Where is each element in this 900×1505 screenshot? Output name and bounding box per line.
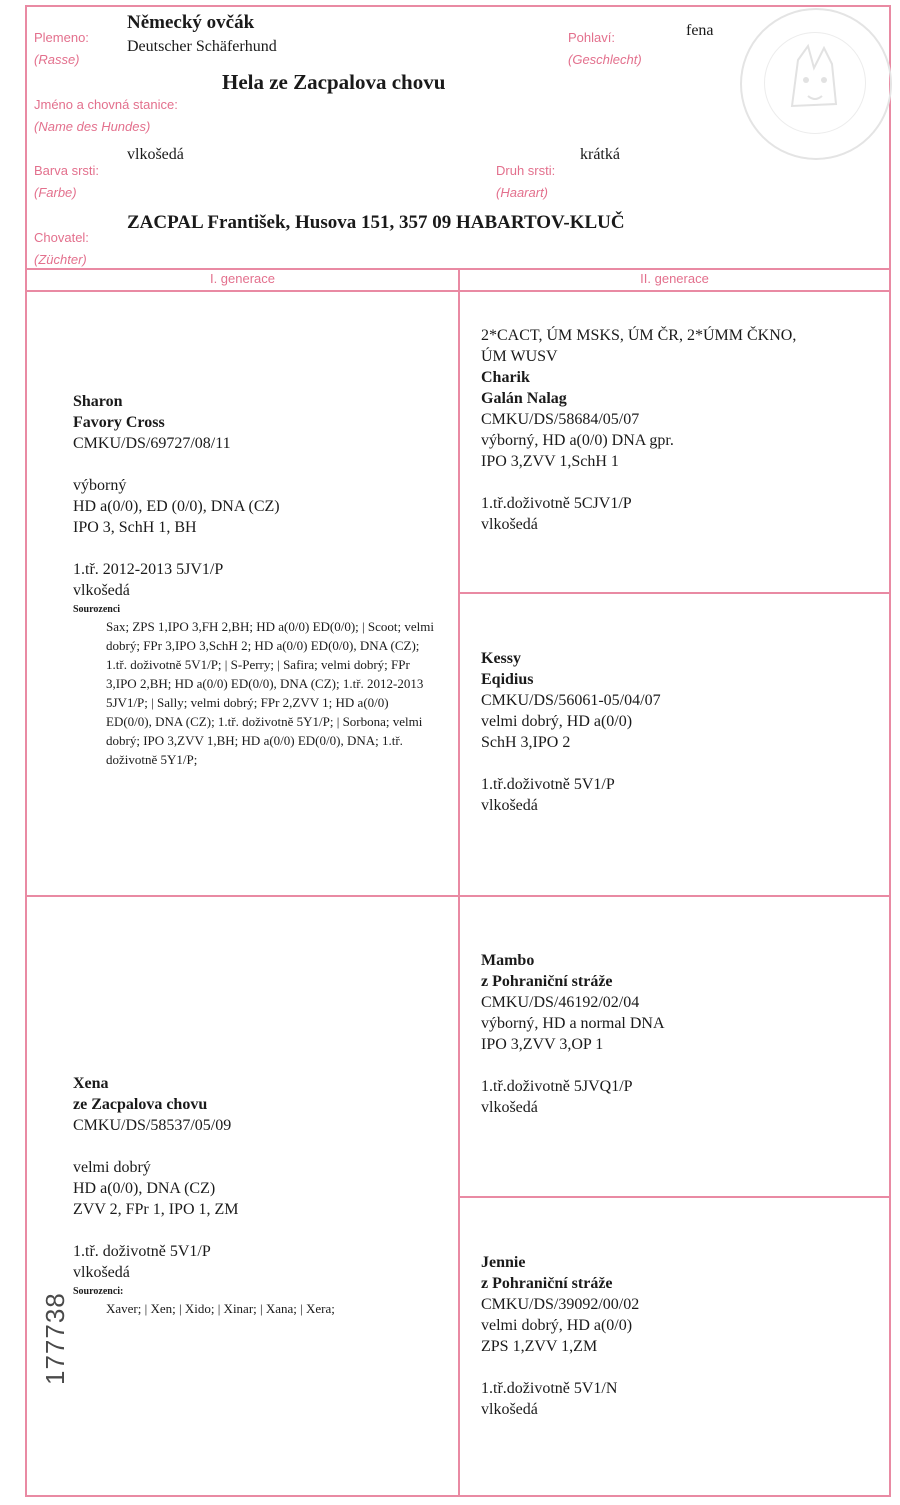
sire-sire-kennel: Galán Nalag xyxy=(481,390,567,407)
dam-sire-rating: výborný, HD a normal DNA xyxy=(481,1015,665,1032)
dam-color: vlkošedá xyxy=(73,1264,130,1281)
dam-siblings-label: Sourozenci: xyxy=(73,1286,124,1297)
sire-health: HD a(0/0), ED (0/0), DNA (CZ) xyxy=(73,498,280,515)
sire-dam-reg: CMKU/DS/56061-05/04/07 xyxy=(481,692,661,709)
dam-sire-exams: IPO 3,ZVV 3,OP 1 xyxy=(481,1036,604,1053)
dam-sire-reg: CMKU/DS/46192/02/04 xyxy=(481,994,640,1011)
dam-dam-cell xyxy=(481,1252,639,1420)
sire-siblings: Sax; ZPS 1,IPO 3,FH 2,BH; HD a(0/0) ED(0/0); | Scoot; velmi dobrý; FPr 3,IPO 3,SchH 2; HD a(0/0) ED(0/0), DNA (CZ); 1.tř. doživotně 5V1/P; | S-Perry; | Safira; velmi dobrý; FPr 3,IPO 2,BH; HD a(0/0) ED(0/0), DNA (CZ); 1.tř. 2012-2013 5JV1/P; | Sally; velmi dobrý; FPr 2,ZVV 1; HD a(0/0) ED(0/0), DNA (CZ); 1.tř. doživotně 5Y1/P; | Sorbona; velmi dobrý; IPO 3,ZVV 1,BH; HD a(0/0) ED(0/0), DNA; 1.tř. doživotně 5Y1/P; xyxy=(106,619,434,767)
sire-sire-exams: IPO 3,ZVV 1,SchH 1 xyxy=(481,453,619,470)
sire-name: Sharon xyxy=(73,393,123,410)
dam-dam-class: 1.tř.doživotně 5V1/N xyxy=(481,1380,618,1397)
frame-top xyxy=(25,5,891,7)
row-divider-middle xyxy=(25,895,891,897)
breed-label: Plemeno: (Rasse) xyxy=(34,30,89,67)
breeder-label: Chovatel: (Züchter) xyxy=(34,230,89,267)
generation-1-header: I. generace xyxy=(209,271,276,286)
frame-bottom xyxy=(25,1495,891,1497)
dam-cell xyxy=(73,1073,436,1318)
breed-cz: Německý ovčák xyxy=(127,12,255,33)
breed-de: Deutscher Schäferhund xyxy=(127,38,277,55)
generation-2-header: II. generace xyxy=(640,271,709,286)
generation-divider xyxy=(458,268,460,1497)
dam-dam-color: vlkošedá xyxy=(481,1401,538,1418)
dam-class: 1.tř. doživotně 5V1/P xyxy=(73,1243,211,1260)
sire-sire-class: 1.tř.doživotně 5CJV1/P xyxy=(481,495,632,512)
sire-color: vlkošedá xyxy=(73,582,130,599)
sex-label: Pohlaví: (Geschlecht) xyxy=(568,30,642,67)
dam-reg: CMKU/DS/58537/05/09 xyxy=(73,1117,232,1134)
row-divider-top-right xyxy=(458,592,891,594)
sire-sire-color: vlkošedá xyxy=(481,516,538,533)
dam-sire-cell xyxy=(481,950,665,1118)
color-label: Barva srsti: (Farbe) xyxy=(34,163,100,200)
dog-name: Hela ze Zacpalova chovu xyxy=(222,70,446,94)
sire-sire-titles-2: ÚM WUSV xyxy=(481,348,558,365)
sire-dam-name: Kessy xyxy=(481,650,521,667)
sire-kennel: Favory Cross xyxy=(73,414,165,431)
dam-health: HD a(0/0), DNA (CZ) xyxy=(73,1180,216,1197)
sire-rating: výborný xyxy=(73,477,127,494)
sire-reg: CMKU/DS/69727/08/11 xyxy=(73,435,231,452)
dam-siblings: Xaver; | Xen; | Xido; | Xinar; | Xana; | Xera; xyxy=(106,1301,335,1316)
sire-dam-exams: SchH 3,IPO 2 xyxy=(481,734,571,751)
registration-number: 177738 xyxy=(40,1292,70,1385)
dam-dam-exams: ZPS 1,ZVV 1,ZM xyxy=(481,1338,598,1355)
sire-class: 1.tř. 2012-2013 5JV1/P xyxy=(73,561,224,578)
dam-exams: ZVV 2, FPr 1, IPO 1, ZM xyxy=(73,1201,239,1218)
coat-value: krátká xyxy=(580,146,620,163)
sire-dam-class: 1.tř.doživotně 5V1/P xyxy=(481,776,615,793)
sire-exams: IPO 3, SchH 1, BH xyxy=(73,519,197,536)
coat-label: Druh srsti: (Haarart) xyxy=(496,163,556,200)
dam-sire-class: 1.tř.doživotně 5JVQ1/P xyxy=(481,1078,633,1095)
dam-sire-name: Mambo xyxy=(481,952,535,969)
sire-dam-color: vlkošedá xyxy=(481,797,538,814)
breeder-value: ZACPAL František, Husova 151, 357 09 HABARTOV-KLUČ xyxy=(127,212,625,233)
sire-sire-titles-1: 2*CACT, ÚM MSKS, ÚM ČR, 2*ÚMM ČKNO, xyxy=(481,327,797,344)
dam-dam-rating: velmi dobrý, HD a(0/0) xyxy=(481,1317,633,1334)
frame-left xyxy=(25,5,27,1497)
sire-dam-rating: velmi dobrý, HD a(0/0) xyxy=(481,713,633,730)
color-value: vlkošedá xyxy=(127,146,184,163)
sire-sire-reg: CMKU/DS/58684/05/07 xyxy=(481,411,640,428)
dam-rating: velmi dobrý xyxy=(73,1159,151,1176)
sex-value: fena xyxy=(686,22,714,39)
row-divider-bottom-right xyxy=(458,1196,891,1198)
sire-sire-rating: výborný, HD a(0/0) DNA gpr. xyxy=(481,432,674,449)
sire-sire-name: Charik xyxy=(481,369,530,386)
dam-dam-name: Jennie xyxy=(481,1254,526,1271)
sire-siblings-label: Sourozenci xyxy=(73,604,121,615)
name-label: Jméno a chovná stanice: (Name des Hundes) xyxy=(34,97,178,134)
sire-dam-cell xyxy=(481,648,661,816)
sire-cell xyxy=(73,391,436,769)
frame-right xyxy=(889,5,891,1497)
dam-sire-kennel: z Pohraniční stráže xyxy=(481,973,613,990)
sire-sire-cell xyxy=(481,325,796,535)
dam-sire-color: vlkošedá xyxy=(481,1099,538,1116)
sire-dam-kennel: Eqidius xyxy=(481,671,534,688)
dam-dam-kennel: z Pohraniční stráže xyxy=(481,1275,613,1292)
dam-dam-reg: CMKU/DS/39092/00/02 xyxy=(481,1296,640,1313)
dam-name: Xena xyxy=(73,1075,109,1092)
german-shepherd-seal-icon xyxy=(740,8,892,160)
dam-kennel: ze Zacpalova chovu xyxy=(73,1096,208,1113)
